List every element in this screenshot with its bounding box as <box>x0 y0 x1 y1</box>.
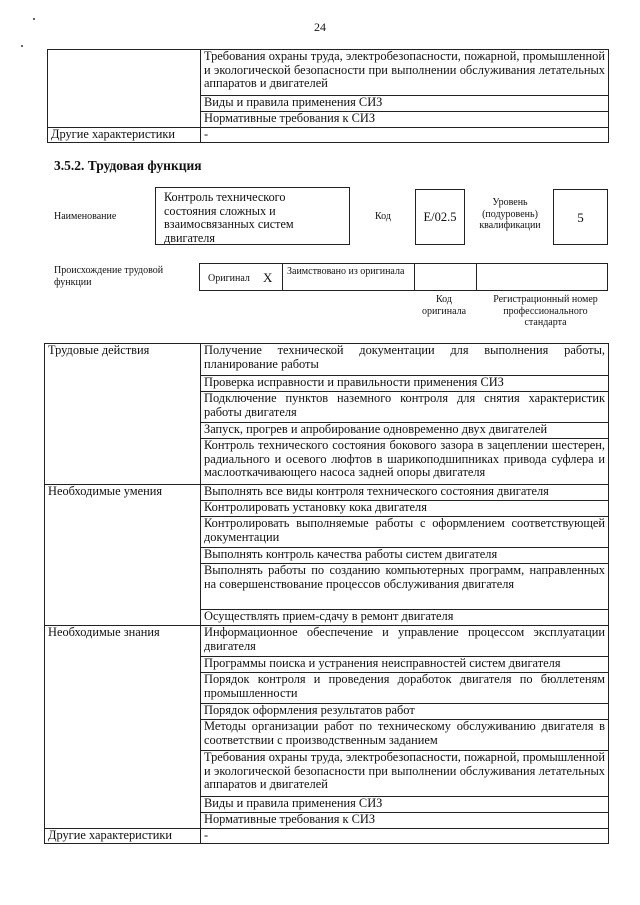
action-row: Получение технической документации для выполнения работы, планирование работы <box>201 344 609 376</box>
origin-box <box>199 263 608 291</box>
other-characteristics-label: Другие характеристики <box>45 829 201 844</box>
function-name: Контроль технического состояния сложных и взаимосвязанных систем двигателя <box>155 187 350 245</box>
code-original-caption: Код оригинала <box>421 294 467 317</box>
function-code: E/02.5 <box>415 189 465 245</box>
top-table <box>47 49 609 143</box>
name-label: Наименование <box>54 211 117 222</box>
knowledge-row: Информационное обеспечение и управление процессом эксплуатации двигателя <box>201 626 609 657</box>
skill-row: Осуществлять прием-сдачу в ремонт двигателя <box>201 610 609 626</box>
top-table-row: Виды и правила применения СИЗ <box>201 96 609 112</box>
action-row: Запуск, прогрев и апробирование одновременно двух двигателей <box>201 423 609 439</box>
page-number: 24 <box>314 20 326 34</box>
knowledge-row: Методы организации работ по техническому обслуживанию двигателя в соответствии с производственным заданием <box>201 720 609 751</box>
action-row: Подключение пунктов наземного контроля для снятия характеристик работы двигателя <box>201 392 609 423</box>
knowledge-row: Порядок контроля и проведения доработок двигателя по бюллетеням промышленности <box>201 673 609 704</box>
other-characteristics-value: - <box>201 128 609 143</box>
action-row: Проверка исправности и правильности применения СИЗ <box>201 376 609 392</box>
knowledge-row: Виды и правила применения СИЗ <box>201 797 609 813</box>
knowledge-label: Необходимые знания <box>45 626 201 829</box>
knowledge-row: Программы поиска и устранения неисправностей систем двигателя <box>201 657 609 673</box>
origin-label: Происхождение трудовой функции <box>54 265 164 288</box>
reg-number-caption: Регистрационный номер профессионального стандарта <box>493 294 598 328</box>
original-label: Оригинал <box>208 273 250 284</box>
other-characteristics-value: - <box>201 829 609 844</box>
divider <box>414 264 415 290</box>
divider <box>282 264 283 290</box>
original-mark: X <box>263 270 273 285</box>
skill-row: Выполнять работы по созданию компьютерных программ, направленных на совершенствование процессов обслуживания двигателя <box>201 564 609 610</box>
skills-label: Необходимые умения <box>45 485 201 626</box>
other-characteristics-label: Другие характеристики <box>48 128 201 143</box>
qualification-level: 5 <box>553 189 608 245</box>
knowledge-row: Нормативные требования к СИЗ <box>201 813 609 829</box>
top-table-row: Требования охраны труда, электробезопасности, пожарной, промышленной и экологической безопасности при выполнении обслуживания летательных аппаратов и двигателей <box>201 50 609 96</box>
knowledge-row: Порядок оформления результатов работ <box>201 704 609 720</box>
skill-row: Контролировать установку кока двигателя <box>201 501 609 517</box>
skill-row: Выполнять контроль качества работы систем двигателя <box>201 548 609 564</box>
borrowed-label: Заимствовано из оригинала <box>287 266 405 277</box>
code-label: Код <box>375 211 391 222</box>
action-row: Контроль технического состояния бокового зазора в зацеплении шестерен, радиального и осевого люфтов в шарикоподшипниках привода суфлера и маслооткачивающего насоса задней опоры двигателя <box>201 439 609 485</box>
divider <box>476 264 477 290</box>
main-table <box>44 343 609 844</box>
scan-speck <box>33 18 35 20</box>
top-table-empty-cell <box>48 50 201 128</box>
scan-speck <box>21 45 23 47</box>
level-label: Уровень (подуровень) квалификации <box>479 197 541 231</box>
actions-label: Трудовые действия <box>45 344 201 485</box>
section-title: 3.5.2. Трудовая функция <box>54 158 202 173</box>
top-table-row: Нормативные требования к СИЗ <box>201 112 609 128</box>
knowledge-row: Требования охраны труда, электробезопасности, пожарной, промышленной и экологической безопасности при выполнении обслуживания летательных аппаратов и двигателей <box>201 751 609 797</box>
skill-row: Выполнять все виды контроля технического состояния двигателя <box>201 485 609 501</box>
skill-row: Контролировать выполняемые работы с оформлением соответствующей документации <box>201 517 609 548</box>
